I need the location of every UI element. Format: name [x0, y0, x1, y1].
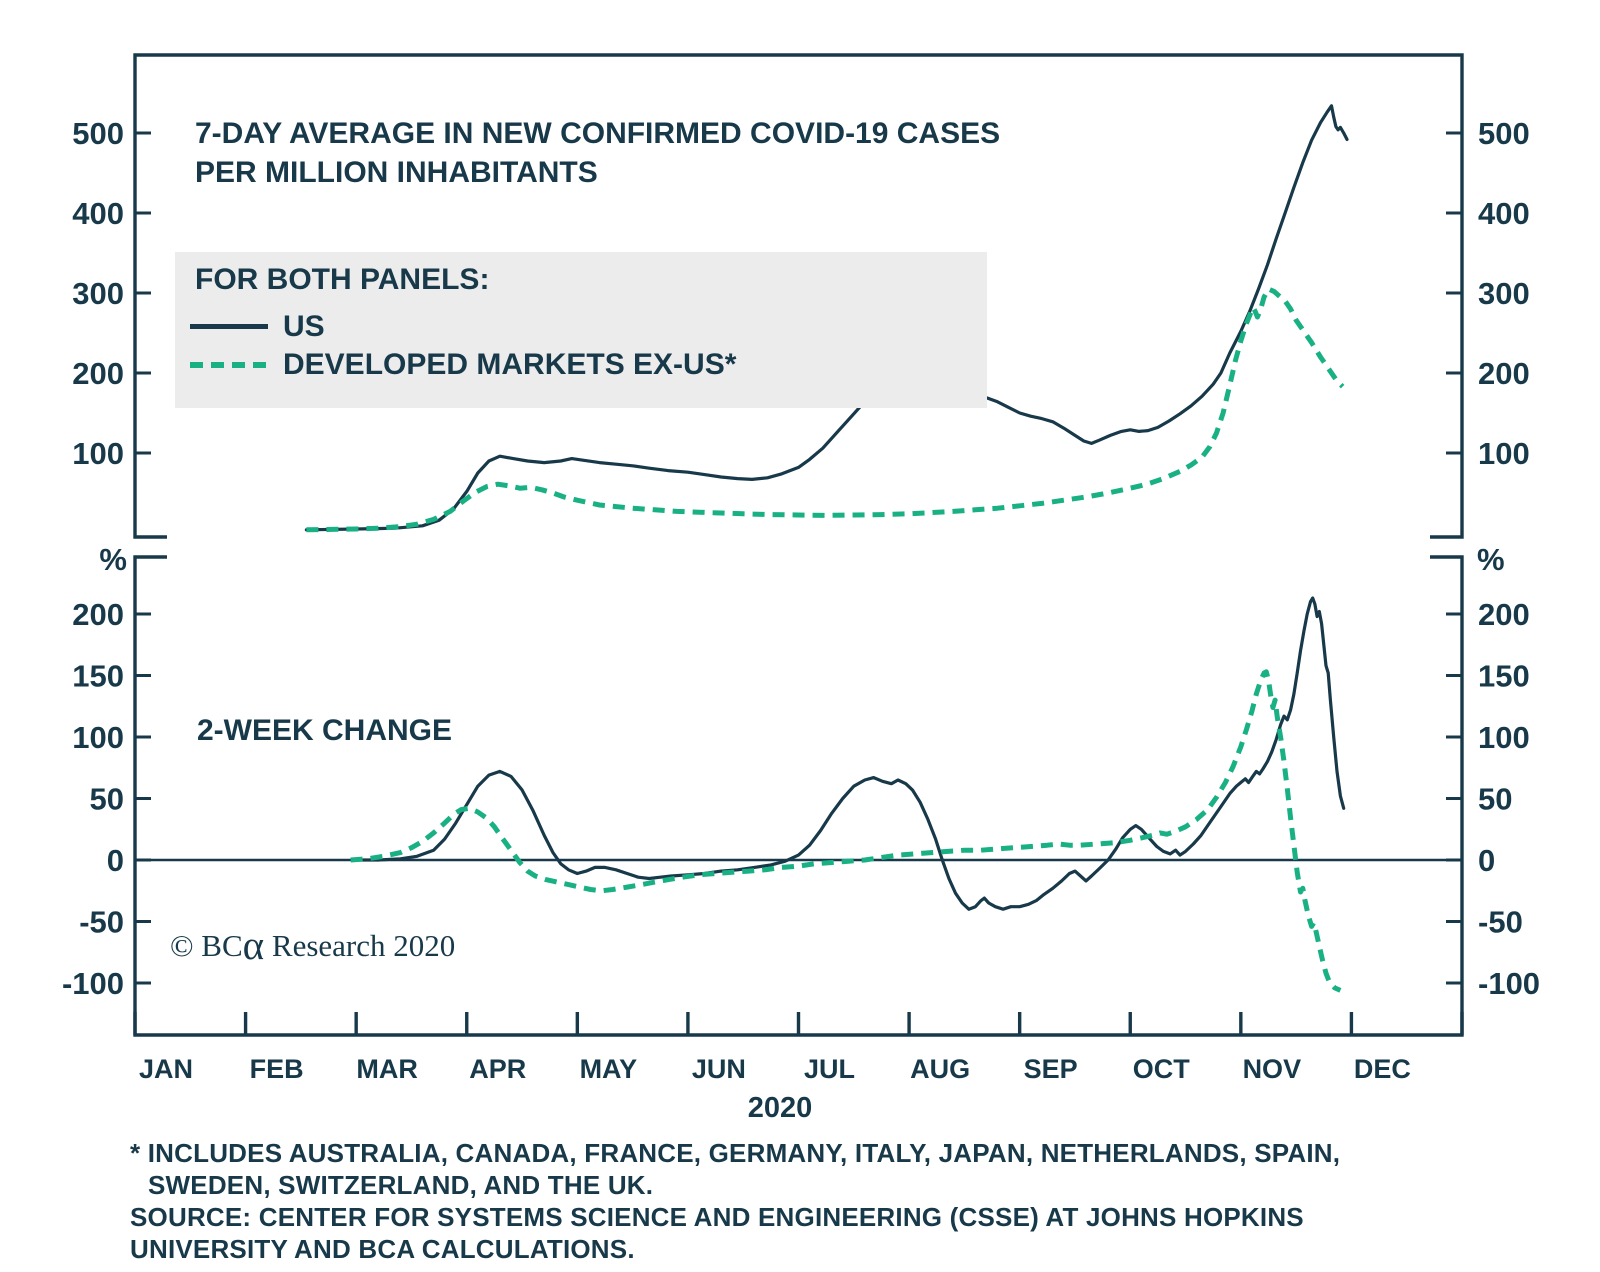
month-label: MAR — [356, 1054, 418, 1084]
chart-title-line2: PER MILLION INHABITANTS — [195, 156, 598, 189]
footnote-line1: * INCLUDES AUSTRALIA, CANADA, FRANCE, GERMANY, ITALY, JAPAN, NETHERLANDS, SPAIN, — [130, 1138, 1341, 1168]
dm-ex-us-line-bottom — [351, 672, 1341, 991]
footnote-line4: UNIVERSITY AND BCA CALCULATIONS. — [130, 1234, 635, 1264]
month-label: APR — [469, 1054, 527, 1084]
y-tick-label-left: 100 — [72, 436, 124, 471]
month-label: SEP — [1023, 1054, 1078, 1084]
y-tick-label-right: 0 — [1478, 843, 1496, 878]
y-tick-label-right: 100 — [1478, 720, 1530, 755]
legend-heading: FOR BOTH PANELS: — [195, 263, 490, 296]
month-label: DEC — [1353, 1054, 1411, 1084]
dm-ex-us-line-sample — [190, 362, 268, 368]
y-tick-label-left: 50 — [89, 781, 124, 817]
chart-title — [195, 114, 1000, 192]
month-label: JAN — [138, 1054, 194, 1084]
percent-label-right: % — [1477, 542, 1505, 577]
month-label: NOV — [1242, 1054, 1302, 1084]
bottom-panel-title: 2-WEEK CHANGE — [197, 714, 453, 747]
y-tick-label-right: 50 — [1478, 781, 1513, 817]
y-tick-label-left: 0 — [106, 843, 124, 878]
footnote-line3: SOURCE: CENTER FOR SYSTEMS SCIENCE AND ENGINEERING (CSSE) AT JOHNS HOPKINS — [130, 1202, 1304, 1232]
legend-label-dm-ex-us: DEVELOPED MARKETS EX-US* — [283, 348, 737, 381]
month-label: JUN — [691, 1054, 746, 1084]
y-tick-label-right: 100 — [1478, 436, 1530, 471]
month-label: OCT — [1132, 1054, 1190, 1084]
y-tick-label-right: 150 — [1478, 658, 1530, 694]
footnotes — [130, 1137, 1340, 1265]
y-tick-label-right: 200 — [1478, 597, 1530, 632]
legend — [175, 252, 987, 408]
copyright — [170, 922, 456, 968]
legend-item-us — [175, 308, 987, 346]
month-label: MAY — [579, 1054, 638, 1084]
y-tick-label-left: 200 — [72, 597, 124, 632]
copyright-prefix: © BC — [170, 928, 243, 963]
y-tick-label-right: 300 — [1478, 276, 1530, 311]
y-tick-label-right: 200 — [1478, 356, 1530, 391]
y-tick-label-left: 400 — [72, 196, 124, 231]
y-tick-label-left: 300 — [72, 276, 124, 311]
month-label: AUG — [910, 1054, 971, 1084]
legend-item-dm-ex-us — [175, 346, 987, 384]
y-tick-label-right: -50 — [1478, 904, 1523, 940]
y-tick-label-left: 100 — [72, 720, 124, 755]
us-line-sample — [190, 324, 268, 329]
y-tick-label-right: 400 — [1478, 196, 1530, 231]
chart-title-line1: 7-DAY AVERAGE IN NEW CONFIRMED COVID-19 CASES — [195, 117, 1001, 150]
y-tick-label-left: -50 — [79, 904, 124, 940]
month-label: FEB — [249, 1054, 304, 1084]
footnote-line2: SWEDEN, SWITZERLAND, AND THE UK. — [148, 1170, 654, 1200]
x-axis-year-label: 2020 — [747, 1092, 813, 1124]
y-tick-label-right: 500 — [1478, 116, 1530, 151]
bca-alpha-glyph: α — [242, 922, 265, 968]
month-label: JUL — [803, 1054, 856, 1084]
y-tick-label-left: -100 — [61, 966, 124, 1001]
percent-label-left: % — [99, 542, 127, 577]
y-tick-label-left: 200 — [72, 356, 124, 391]
y-tick-label-right: -100 — [1478, 966, 1541, 1001]
legend-label-us: US — [283, 310, 325, 343]
copyright-suffix: Research 2020 — [264, 928, 456, 963]
y-tick-label-left: 150 — [72, 658, 124, 694]
y-tick-label-left: 500 — [72, 116, 124, 151]
